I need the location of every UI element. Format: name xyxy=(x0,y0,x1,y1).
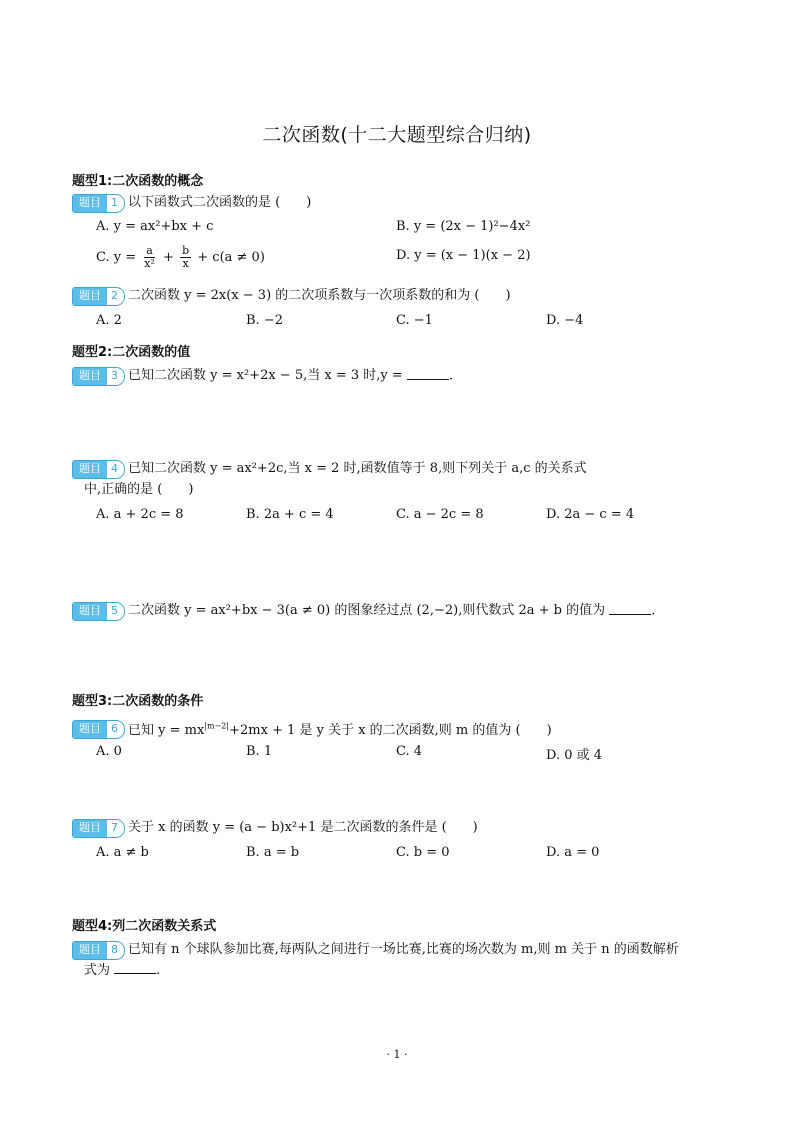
question-number: 2 xyxy=(107,288,124,305)
question-5 xyxy=(72,601,732,622)
question-text-continued xyxy=(72,961,732,981)
answer-blank[interactable] xyxy=(609,602,651,615)
option-c: C. a − 2c = 8 xyxy=(396,507,484,522)
option-a: A. 2 xyxy=(96,313,122,328)
badge-label: 题目 xyxy=(73,461,107,478)
options-row-1 xyxy=(96,219,716,239)
fraction-numerator: a xyxy=(146,244,153,257)
options-row-2 xyxy=(96,245,716,271)
question-number: 1 xyxy=(107,195,124,212)
option-b: B. y = (2x − 1)²−4x² xyxy=(396,219,531,234)
option-a: A. a ≠ b xyxy=(96,845,149,860)
question-badge xyxy=(72,941,125,960)
option-c-suffix: + c(a ≠ 0) xyxy=(197,250,265,265)
question-text: 已知二次函数 y = x²+2x − 5,当 x = 3 时,y = xyxy=(128,368,403,383)
question-text-start: 已知 y = mx xyxy=(128,723,205,739)
question-number: 6 xyxy=(107,721,124,738)
badge-label: 题目 xyxy=(73,603,107,620)
answer-blank[interactable] xyxy=(114,961,156,974)
question-badge xyxy=(72,602,125,621)
option-c-prefix: C. y = xyxy=(96,250,137,265)
question-2 xyxy=(72,286,732,307)
option-c: C. −1 xyxy=(396,313,433,328)
question-text: 以下函数式二次函数的是 ( ) xyxy=(128,195,312,210)
question-number: 7 xyxy=(107,820,124,837)
question-text-continued: 中,正确的是 ( ) xyxy=(84,481,194,497)
question-badge xyxy=(72,367,125,386)
section-heading-2: 题型2:二次函数的值 xyxy=(72,345,191,360)
page-title: 二次函数(十二大题型综合归纳) xyxy=(262,124,532,146)
option-d: D. y = (x − 1)(x − 2) xyxy=(396,248,531,263)
fraction-denominator: x² xyxy=(144,257,155,270)
fraction-a-over-x2 xyxy=(142,245,157,270)
option-b: B. 1 xyxy=(246,744,273,759)
question-text xyxy=(128,723,552,738)
answer-blank[interactable] xyxy=(407,367,449,380)
options-row xyxy=(96,313,716,333)
badge-label: 题目 xyxy=(73,942,107,959)
question-text-end: +2mx + 1 是 y 关于 x 的二次函数,则 m 的值为 ( ) xyxy=(229,723,552,739)
option-b: B. −2 xyxy=(246,313,283,328)
question-badge xyxy=(72,287,125,306)
question-6 xyxy=(72,717,732,741)
option-a: A. a + 2c = 8 xyxy=(96,507,184,522)
question-text: 已知有 n 个球队参加比赛,每两队之间进行一场比赛,比赛的场次数为 m,则 m 关于 n 的函数解析 xyxy=(128,942,679,957)
badge-label: 题目 xyxy=(73,820,107,837)
question-number: 5 xyxy=(107,603,124,620)
question-end: . xyxy=(448,368,454,384)
options-row xyxy=(96,845,716,865)
options-row xyxy=(96,744,716,764)
question-end: . xyxy=(651,603,656,619)
question-text: 已知二次函数 y = ax²+2c,当 x = 2 时,函数值等于 8,则下列关于 a,c 的关系式 xyxy=(128,461,587,476)
section-heading-3: 题型3:二次函数的条件 xyxy=(72,694,204,709)
fraction-denominator: x xyxy=(182,257,189,270)
question-4 xyxy=(72,459,732,500)
option-c xyxy=(96,245,265,270)
question-text: 二次函数 y = ax²+bx − 3(a ≠ 0) 的图象经过点 (2,−2),则代数式 2a + b 的值为 xyxy=(128,603,606,618)
question-8 xyxy=(72,940,732,981)
option-a: A. 0 xyxy=(96,744,122,759)
option-b: B. a = b xyxy=(246,845,300,860)
question-text: 二次函数 y = 2x(x − 3) 的二次项系数与一次项系数的和为 ( ) xyxy=(128,288,511,303)
question-badge xyxy=(72,194,125,213)
question-1 xyxy=(72,193,732,214)
badge-label: 题目 xyxy=(73,721,107,738)
question-badge xyxy=(72,720,125,739)
badge-label: 题目 xyxy=(73,288,107,305)
question-3 xyxy=(72,366,732,387)
question-number: 3 xyxy=(107,368,124,385)
option-d: D. 2a − c = 4 xyxy=(546,507,635,522)
question-number: 8 xyxy=(107,942,124,959)
exponent: |m−2| xyxy=(204,722,230,731)
badge-label: 题目 xyxy=(73,195,107,212)
section-heading-1: 题型1:二次函数的概念 xyxy=(72,174,204,189)
fraction-b-over-x xyxy=(180,245,191,270)
option-a: A. y = ax²+bx + c xyxy=(96,219,214,234)
question-badge xyxy=(72,460,125,479)
question-number: 4 xyxy=(107,461,124,478)
question-end: . xyxy=(156,962,161,978)
option-b: B. 2a + c = 4 xyxy=(246,507,334,522)
continued-text: 式为 xyxy=(84,962,111,978)
option-c: C. b = 0 xyxy=(396,845,450,860)
question-badge xyxy=(72,819,125,838)
option-c: C. 4 xyxy=(396,744,423,759)
fraction-numerator: b xyxy=(182,244,190,257)
plus-sign: + xyxy=(163,250,174,265)
badge-label: 题目 xyxy=(73,368,107,385)
option-d: D. −4 xyxy=(546,313,584,328)
option-d: D. a = 0 xyxy=(546,845,600,860)
question-text: 关于 x 的函数 y = (a − b)x²+1 是二次函数的条件是 ( ) xyxy=(128,820,478,835)
section-heading-4: 题型4:列二次函数关系式 xyxy=(72,919,217,934)
question-7 xyxy=(72,818,732,839)
page-number: · 1 · xyxy=(386,1048,408,1061)
options-row xyxy=(96,507,716,527)
option-d: D. 0 或 4 xyxy=(546,748,603,763)
